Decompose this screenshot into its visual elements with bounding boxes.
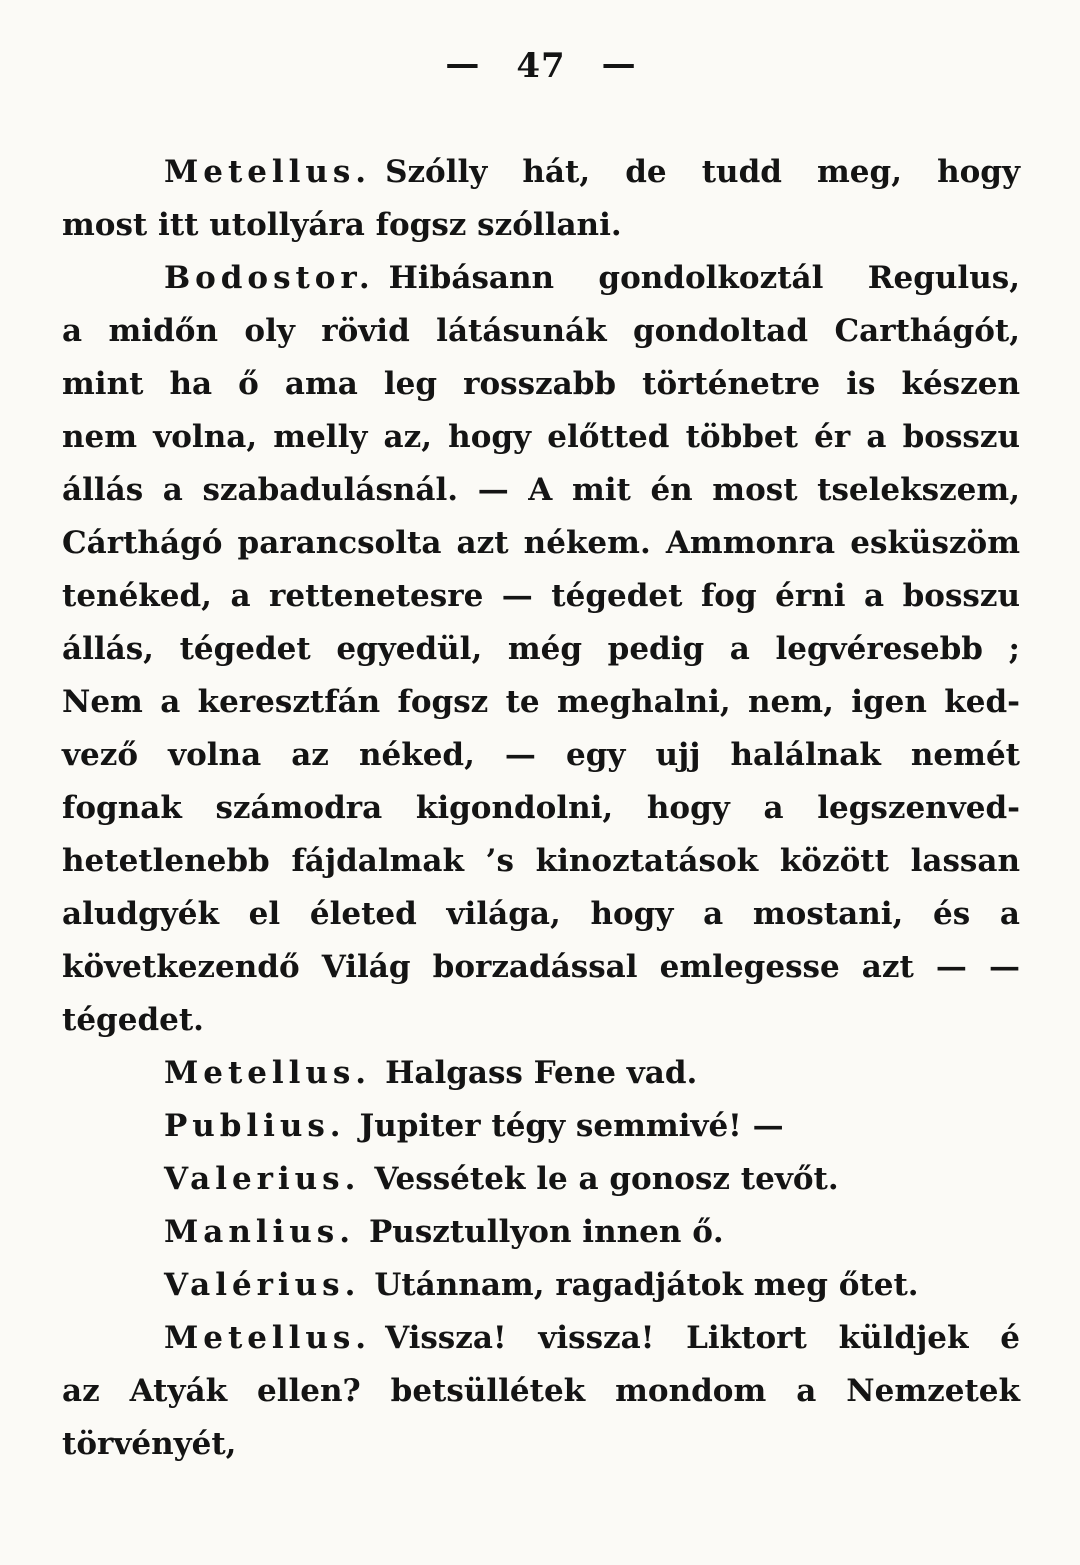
text-line: állás a szabadulásnál. — A mit én most tselekszem, [62, 472, 1020, 508]
text-line: Nem a keresztfán fogsz te meghalni, nem, igen ked- [62, 684, 1020, 720]
speaker-name: Metellus. [164, 1055, 372, 1091]
speech-metellus-1 [62, 146, 1020, 252]
play-text [62, 146, 1020, 1471]
page-number-row [62, 46, 1020, 86]
speech-bodostor [62, 252, 1020, 1047]
text-line [62, 146, 1020, 199]
text-line: az Atyák ellen? betsüllétek mondom a Nemzetek [62, 1373, 1020, 1409]
speech-metellus-3 [62, 1312, 1020, 1471]
speaker-name: Metellus. [164, 1320, 372, 1356]
speech-valerius [62, 1153, 1020, 1206]
speech-text: Szólly hát, de tudd meg, hogy [385, 154, 1020, 190]
text-line: tenéked, a rettenetesre — tégedet fog érni a bosszu [62, 578, 1020, 614]
text-line [62, 1153, 1020, 1206]
speech-manlius [62, 1206, 1020, 1259]
text-line [62, 1206, 1020, 1259]
text-line: mint ha ő ama leg rosszabb történetre is készen [62, 366, 1020, 402]
text-line: nem volna, melly az, hogy előtted többet ér a bosszu [62, 419, 1020, 455]
speaker-name: Metellus. [164, 154, 372, 190]
text-line: állás, tégedet egyedül, még pedig a legvéresebb ; [62, 631, 1020, 667]
speech-text: Jupiter tégy semmivé! — [359, 1108, 784, 1144]
speech-text: Pusztullyon innen ő. [368, 1214, 724, 1250]
speaker-name: Bodostor. [164, 260, 375, 296]
page-number: 47 [516, 46, 566, 86]
text-line: a midőn oly rövid látásunák gondoltad Carthágót, [62, 313, 1020, 349]
speech-text: Vessétek le a gonosz tevőt. [374, 1161, 839, 1197]
speech-valerius-accented [62, 1259, 1020, 1312]
text-line: tégedet. [62, 1002, 204, 1038]
text-line: most itt utollyára fogsz szóllani. [62, 207, 622, 243]
speech-text: Utánnam, ragadjátok meg őtet. [374, 1267, 919, 1303]
text-line [62, 1259, 1020, 1312]
header-dash-right: — [601, 44, 637, 84]
speech-text: Vissza! vissza! Liktort küldjek é [385, 1320, 1020, 1356]
speech-metellus-2 [62, 1047, 1020, 1100]
speaker-name: Valérius. [164, 1267, 361, 1303]
text-line [62, 1312, 1020, 1365]
speech-publius [62, 1100, 1020, 1153]
text-line: vező volna az néked, — egy ujj halálnak nemét [62, 737, 1020, 773]
text-line [62, 1100, 1020, 1153]
text-line: aludgyék el életed világa, hogy a mostani, és a [62, 896, 1020, 932]
speaker-name: Manlius. [164, 1214, 355, 1250]
text-line: törvényét, [62, 1426, 237, 1462]
text-line: Cárthágó parancsolta azt nékem. Ammonra esküszöm [62, 525, 1020, 561]
text-line: következendő Világ borzadással emlegesse azt — — [62, 949, 1020, 985]
text-line [62, 252, 1020, 305]
speech-text: Hibásann gondolkoztál Regulus, [388, 260, 1020, 296]
speaker-name: Valerius. [164, 1161, 361, 1197]
speaker-name: Publius. [164, 1108, 346, 1144]
header-dash-left: — [445, 44, 481, 84]
text-line: fognak számodra kigondolni, hogy a legszenved- [62, 790, 1020, 826]
speech-text: Halgass Fene vad. [385, 1055, 698, 1091]
text-line: hetetlenebb fájdalmak ’s kinoztatások között lassan [62, 843, 1020, 879]
text-line [62, 1047, 1020, 1100]
